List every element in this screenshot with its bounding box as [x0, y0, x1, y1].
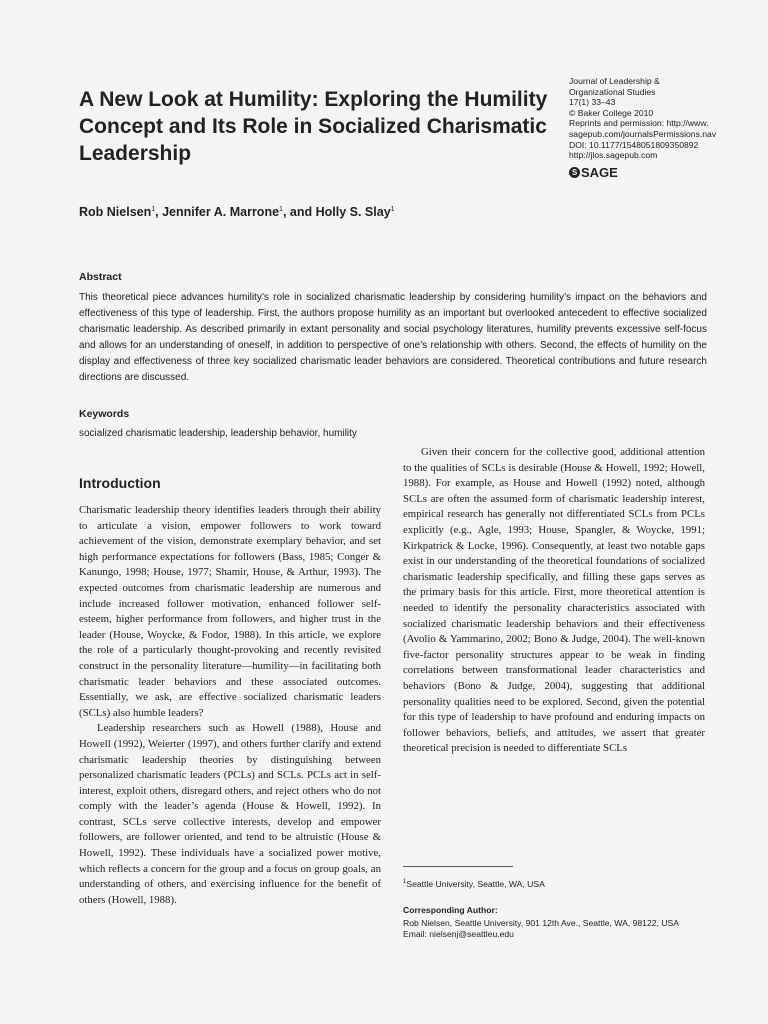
journal-name-line-2: Organizational Studies — [569, 86, 656, 97]
sage-s-icon: S — [569, 167, 580, 178]
corresponding-author-address: Rob Nielsen, Seattle University, 901 12th Ave., Seattle, WA, 98122, USA — [403, 918, 679, 928]
article-title: A New Look at Humility: Exploring the Humility Concept and Its Role in Socialized Charismatic Leadership — [79, 88, 548, 165]
journal-name-line-1: Journal of Leadership & — [569, 76, 660, 86]
corresponding-author-label: Corresponding Author: — [403, 905, 498, 915]
author-name: Holly S. Slay — [315, 205, 391, 219]
introduction-heading: Introduction — [79, 475, 161, 491]
author-affiliation-mark: 1 — [279, 205, 283, 213]
sage-logo — [569, 165, 618, 180]
journal-url[interactable]: http://jlos.sagepub.com — [569, 150, 658, 161]
keywords-text: socialized charismatic leadership, leadership behavior, humility — [79, 428, 357, 439]
author-affiliation-mark: 1 — [390, 205, 395, 213]
permissions-line-1[interactable]: Reprints and permission: http://www. — [569, 118, 709, 129]
footnote-divider — [403, 866, 513, 867]
footnote-mark: 1 — [403, 879, 407, 886]
journal-info — [569, 76, 744, 161]
body-column-right — [403, 445, 705, 757]
doi-line[interactable]: DOI: 10.1177/1548051809350892 — [569, 139, 699, 150]
author-name: Rob Nielsen — [79, 205, 152, 219]
abstract-heading: Abstract — [79, 271, 122, 283]
corresponding-author-info — [403, 918, 679, 940]
keywords-heading: Keywords — [79, 408, 130, 420]
body-paragraph: Leadership researchers such as Howell (1988), House and Howell (1992), Weierter (1997), and others further clarify and extend charismatic leadership theories by distinguishing between personalized charismatic leaders (PCLs) and SCLs. PCLs act in self-interest, exploit others, disregard others, and reject others who do not comply with the leader’s agenda (House & Howell, 1992). In contrast, SCLs serve collective interests, develop and empower followers, are follower oriented, and tend to be altruistic (House & Howell, 1992). These individuals have a socialized power motive, which reflects a concern for the group and a focus on group goals, an understanding of others, and exercising influence for the benefit of others (Howell, 1988). — [79, 722, 381, 906]
body-paragraph: Given their concern for the collective good, additional attention to the qualities of SCLs is desirable (House & Howell, 1992; Howell, 1988). For example, as House and Howell (1992) noted, although SCLs are often the assumed form of charismatic leadership interest, empirical research has generally not differentiated SCLs from PCLs explicitly (e.g., Agle, 1993; House, Spangler, & Woycke, 1991; Kirkpatrick & Locke, 1996). Consequently, at least two notable gaps exist in our understanding of the theoretical foundations of socialized charismatic leadership specifically, and filling these gaps serves as the primary basis for this article. First, more theoretical attention is needed to identify the personality characteristics associated with socialized charismatic leadership behaviors and their effectiveness (Avolio & Yammarino, 2002; Bono & Judge, 2004). The well-known five-factor personality structures appear to be weak in finding correlations between transformational leader characteristics and behaviors (Bono & Judge, 2004), suggesting that additional personality qualities need to be explored. Second, given the potential for this type of leadership to have profound and enduring impacts on follower behaviors, beliefs, and attitudes, we assert that greater theoretical precision is needed to differentiate SCLs — [403, 446, 705, 755]
affiliation-footnote — [403, 879, 545, 889]
affiliation-text: Seattle University, Seattle, WA, USA — [406, 879, 545, 889]
copyright-line: © Baker College 2010 — [569, 107, 654, 118]
sage-logo-text: SAGE — [581, 165, 618, 180]
journal-volume: 17(1) 33–43 — [569, 97, 616, 108]
author-affiliation-mark: 1 — [151, 205, 156, 213]
body-paragraph: Charismatic leadership theory identifies leaders through their ability to articulate a vision, empower followers to work toward achievement of the vision, demonstrate exemplary behavior, and set high performance expectations for followers (Bass, 1985; Conger & Kanungo, 1998; House, 1977; Shamir, House, & Arthur, 1993). The expected outcomes from charismatic leadership are numerous and include increased follower motivation, enhanced follower self-esteem, higher performance from followers, and higher trust in the leader (House, Woycke, & Fodor, 1988). In this article, we explore the role of a particularly thought-provoking and recently revisited construct in the personality literature—humility—in facilitating both charismatic leader behaviors and these associated outcomes. Essentially, we ask, are effective socialized charismatic leaders (SCLs) also humble leaders? — [79, 504, 381, 719]
author-separator: , and — [282, 205, 316, 219]
permissions-line-2[interactable]: sagepub.com/journalsPermissions.nav — [569, 128, 717, 139]
author-name: Jennifer A. Marrone — [162, 205, 280, 219]
author-separator: , — [155, 205, 163, 219]
body-column-left — [79, 503, 381, 908]
abstract-text: This theoretical piece advances humility’s role in socialized charismatic leadership by considering humility’s impact on the behaviors and effectiveness of this type of leadership. First, the authors propose humility as an important but overlooked antecedent to effective socialized charismatic leadership. As described primarily in extant personality and social psychology literatures, humility prevents excessive self-focus and allows for an understanding of oneself, in addition to perspective of one’s relationship with others. Second, the effects of humility on the display and effectiveness of three key socialized charismatic leader behaviors are considered. Theoretical contributions and future research directions are discussed. — [79, 292, 707, 383]
author-list — [79, 205, 395, 219]
corresponding-author-email[interactable]: Email: nielsenj@seattleu.edu — [403, 929, 514, 939]
